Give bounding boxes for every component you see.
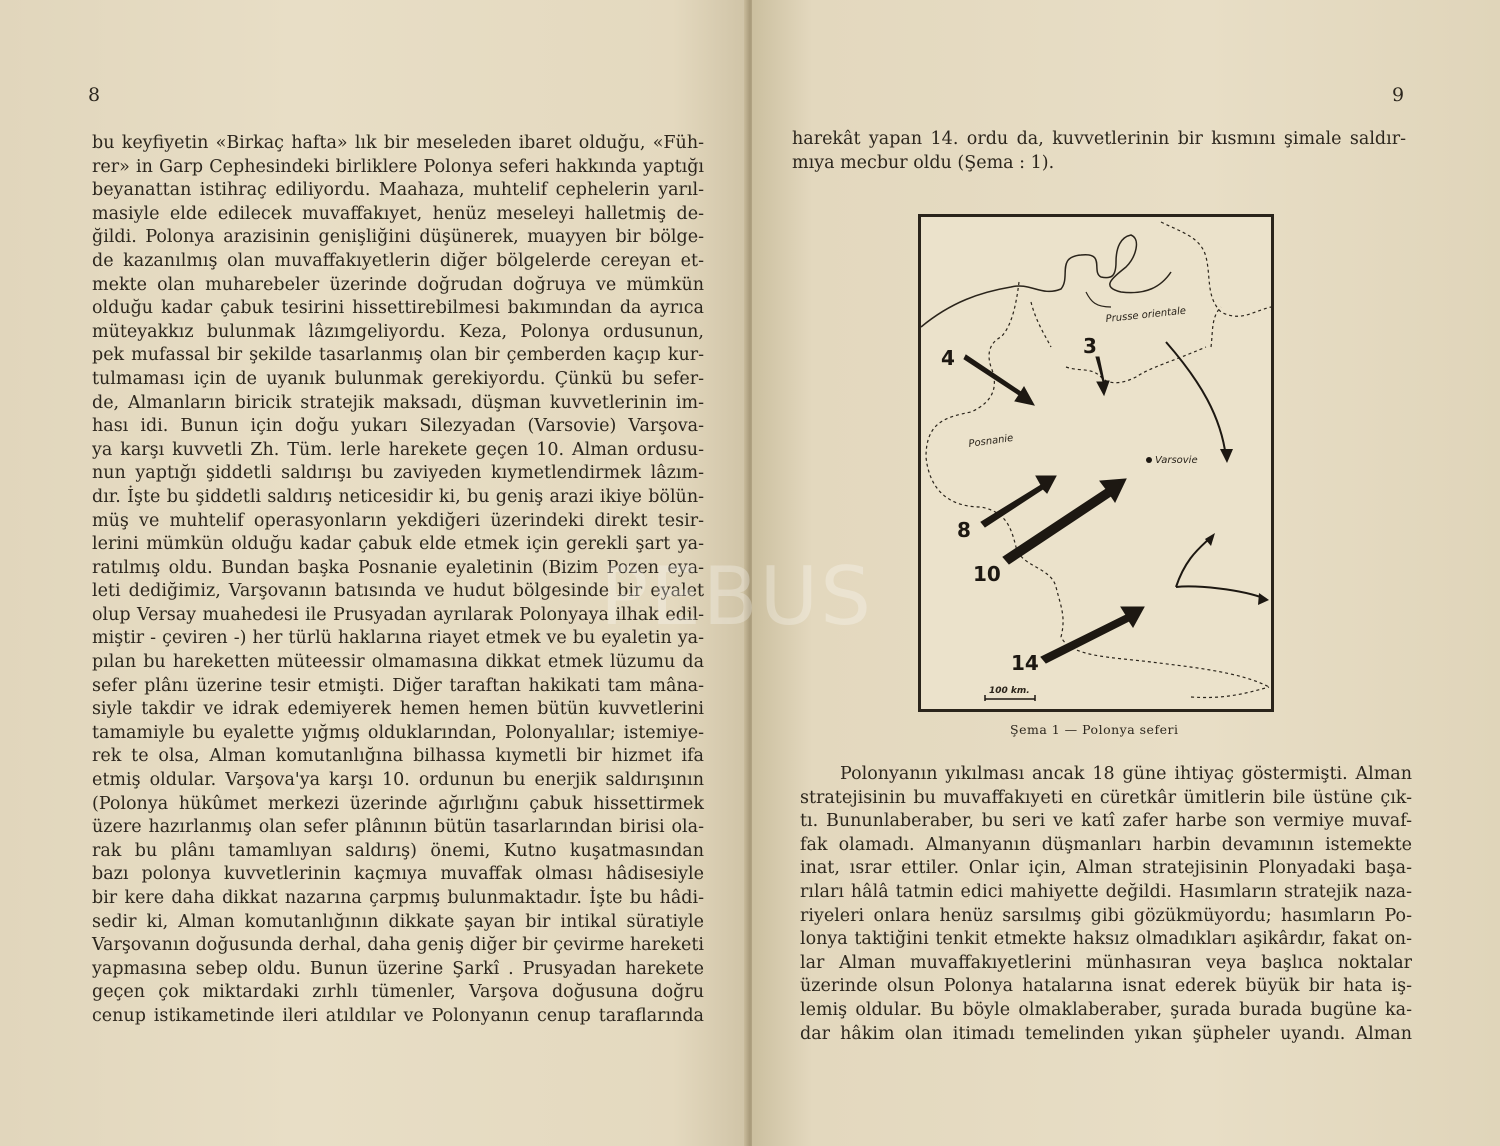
text-line: stratejisinin bu muvaffakıyeti en cüretkâr ümitlerin bile üstüne çık-	[800, 787, 1412, 808]
text-line: üzere hazırlanmış olan sefer plânının bütün tasarlarından birisi ola-	[92, 817, 704, 838]
text-line: etmiş oldular. Varşova'ya karşı 10. ordunun bu enerjik saldırışının	[92, 770, 704, 791]
watermark: PEBUS	[600, 550, 874, 643]
text-line: beyanattan istihraç ediliyordu. Maahaza, muhtelif cephelerin yarıl-	[92, 180, 704, 201]
river-bend	[1086, 292, 1111, 307]
text-line: bir kere daha dikkat nazarına çarpmış bulunmaktadır. İşte bu hâdi-	[92, 888, 704, 908]
text-line: hası idi. Bunun için doğu yukarı Silezyadan (Varsovie) Varşova-	[92, 416, 704, 437]
text-line: riyeleri onlara henüz sarsılmış gibi gözükmüyordu; hasımların Po-	[800, 905, 1412, 926]
text-line: lonya taktiğini tenkit etmekte haksız olmadıkları aşikârdır, fakat on-	[800, 929, 1412, 950]
arrow-south-up-head	[1205, 533, 1215, 546]
varsovie-dot	[1146, 457, 1152, 463]
right-page-top-text	[792, 128, 1406, 175]
text-line: yapmasına sebep oldu. Bunun üzerine Şarkî . Prusyadan harekete	[92, 958, 704, 979]
text-line: tamamiyle bu eyalette yığmış olduklarından, Polonyalılar; istemiye-	[92, 722, 704, 743]
arrow-14	[1041, 607, 1144, 663]
text-line: sefer plânı üzerine tesir etmişti. Diğer taraftan hakikati tam mâna-	[92, 675, 704, 696]
text-line: rek te olsa, Alman komutanlığına bilhassa kıymetli bir hizmet ifa	[92, 746, 704, 767]
text-line: nun yaptığı şiddetli saldırışı bu zaviyeden kıymetlendirmek lâzım-	[92, 463, 704, 484]
text-line: müş ve muhtelif operasyonların yekdiğeri üzerindeki direkt tesir-	[92, 510, 704, 531]
text-line: inat, ısrar ettiler. Onlar için, Alman stratejisinin Plonyadaki başa-	[800, 858, 1412, 879]
text-line: Polonyanın yıkılması ancak 18 güne ihtiyaç göstermişti. Alman	[840, 764, 1412, 784]
arrow-10	[1003, 479, 1126, 564]
text-line: rak bu plânı tamamlıyan saldırış) önemi, Kutno kuşatmasından	[92, 840, 704, 861]
right-page-bottom-text	[800, 763, 1412, 1046]
army-arrows	[964, 355, 1144, 663]
campaign-map	[918, 214, 1274, 712]
border-corridor	[1031, 302, 1051, 347]
text-line: rer» in Garp Cephesindeki birliklere Polonya seferi hakkında yaptığı	[92, 156, 704, 177]
text-line: bazı polonya kuvvetlerinin kaçmıya muvaffak olması hâdisesiyle	[92, 864, 704, 885]
text-line: olduğu kadar çabuk tesirini hissettirebilmesi bakımından da ayrıca	[92, 298, 704, 319]
text-line: dır. İşte bu şiddetli saldırış neticesidir ki, bu geniş arazi ikiye bölün-	[92, 486, 704, 507]
text-line: lerini mümkün olduğu kadar çabuk elde etmek için gerekli şart ya-	[92, 534, 704, 555]
arrow-east-curve	[1166, 342, 1226, 457]
text-line: fak olamadı. Almanyanın düşmanları harbin devamının istemekte	[800, 834, 1412, 855]
text-line: olup Versay muahedesi ile Prusyadan ayrılarak Polonyaya ilhak edil-	[92, 604, 704, 625]
army-number-10: 10	[973, 562, 1001, 586]
text-line: de kazanılmış olan muvaffakıyetlerin diğer bölgelerde cereyan et-	[92, 250, 704, 271]
map-svg	[921, 217, 1271, 709]
text-line: pek mufassal bir şekilde tasarlanmış olan bir çemberden kaçıp kur-	[92, 345, 704, 366]
text-line: ratılmış oldu. Bundan başka Posnanie eyaletinin (Bizim Pozen eya-	[92, 557, 704, 578]
army-number-8: 8	[957, 518, 971, 542]
army-number-3: 3	[1083, 334, 1097, 358]
text-line: leti dediğimiz, Varşovanın batısında ve hudut bölgesinde bir eyalet	[92, 581, 704, 602]
text-line: cenup istikametinde ileri atıldılar ve Polonyanın cenup taraflarında	[92, 1005, 704, 1026]
text-line: Varşovanın doğusunda derhal, daha geniş diğer bir çevirme hareketi	[92, 935, 704, 956]
label-varsovie: Varsovie	[1155, 455, 1198, 466]
text-line: ğildi. Polonya arazisinin genişliğini düşünerek, muayyen bir bölge-	[92, 227, 704, 248]
text-line: miştir - çeviren -) her türlü haklarına riayet etmek ve bu eyaletin ya-	[92, 628, 704, 649]
border-south	[1191, 687, 1269, 698]
arrow-8	[981, 476, 1056, 527]
text-line: geçen çok miktardaki zırhlı tümenler, Varşova doğusuna doğru	[92, 982, 704, 1003]
text-line: sedir ki, Alman komutanlığının dikkate şayan bir intikal süratiyle	[92, 911, 704, 932]
label-prusse-orientale: Prusse orientale	[1105, 305, 1187, 325]
page-number-left: 8	[88, 84, 101, 106]
text-line: bu keyfiyetin «Birkaç hafta» lık bir meseleden ibaret olduğu, «Füh-	[92, 133, 704, 153]
label-posnanie: Posnanie	[967, 432, 1015, 450]
text-line: pılan bu hareketten müteessir olmamasına dikkat etmek lüzumu da	[92, 652, 704, 673]
text-line: mekte olan muharebeler üzerinde doğrudan doğruya ve mümkün	[92, 274, 704, 295]
arrow-south-right-head	[1258, 593, 1269, 605]
text-line: ya karşı kuvvetli Zh. Tüm. lerle harekete geçen 10. Alman ordusu-	[92, 439, 704, 460]
text-line: siyle takdir ve idrak edemiyerek hemen hemen bütün kuvvetlerini	[92, 699, 704, 720]
text-line: müteyakkız bulunmak lâzımgeliyordu. Keza, Polonya ordusunun,	[92, 321, 704, 342]
text-line: tulmaması için de uyanık bulunmak gerekiyordu. Çünkü bu sefer-	[92, 368, 704, 389]
arrow-4	[964, 355, 1034, 405]
text-line: dar hâkim olan itimadı temelinden yıkan şüpheler uyandı. Alman	[800, 1023, 1412, 1044]
text-line: üzerinde olsun Polonya hatalarına isnat ederek büyük bir hata iş-	[800, 976, 1412, 997]
border-east-prussia	[1161, 222, 1271, 316]
page-number-right: 9	[1392, 84, 1405, 106]
map-caption: Şema 1 — Polonya seferi	[1010, 722, 1179, 737]
text-line: rıları hâlâ tatmin edici mahiyette değildi. Hasımların stratejik naza-	[800, 881, 1412, 902]
text-line: (Polonya hükûmet merkezi üzerinde ağırlığını çabuk hissettirmek	[92, 793, 704, 814]
text-line: mıya mecbur oldu (Şema : 1).	[792, 152, 1055, 173]
army-number-14: 14	[1011, 651, 1039, 675]
text-line: tı. Bununlaberaber, bu seri ve katî zafer harbe son vermiye muvaf-	[800, 811, 1412, 832]
text-line: harekât yapan 14. ordu da, kuvvetlerinin bir kısmını şimale saldır-	[792, 129, 1406, 149]
arrow-south-up	[1176, 537, 1211, 587]
text-line: de, Almanların biricik stratejik maksadı, düşman kuvvetlerinin im-	[92, 392, 704, 413]
text-line: masiyle elde edilecek muvaffakıyet, henüz meseleyi halletmiş de-	[92, 203, 704, 224]
text-line: lemiş oldular. Bu böyle olmaklaberaber, şurada burada bugüne ka-	[800, 999, 1412, 1020]
border-west	[926, 282, 1269, 687]
arrow-south-right	[1176, 587, 1266, 600]
arrow-3	[1096, 357, 1109, 395]
label-scale: 100 km.	[989, 686, 1030, 696]
army-number-4: 4	[941, 346, 955, 370]
arrow-east-head	[1220, 449, 1233, 463]
border-east	[1211, 307, 1221, 347]
text-line: lar Alman muvaffakıyetlerini münhasıran veya başlıca noktalar	[800, 952, 1412, 973]
